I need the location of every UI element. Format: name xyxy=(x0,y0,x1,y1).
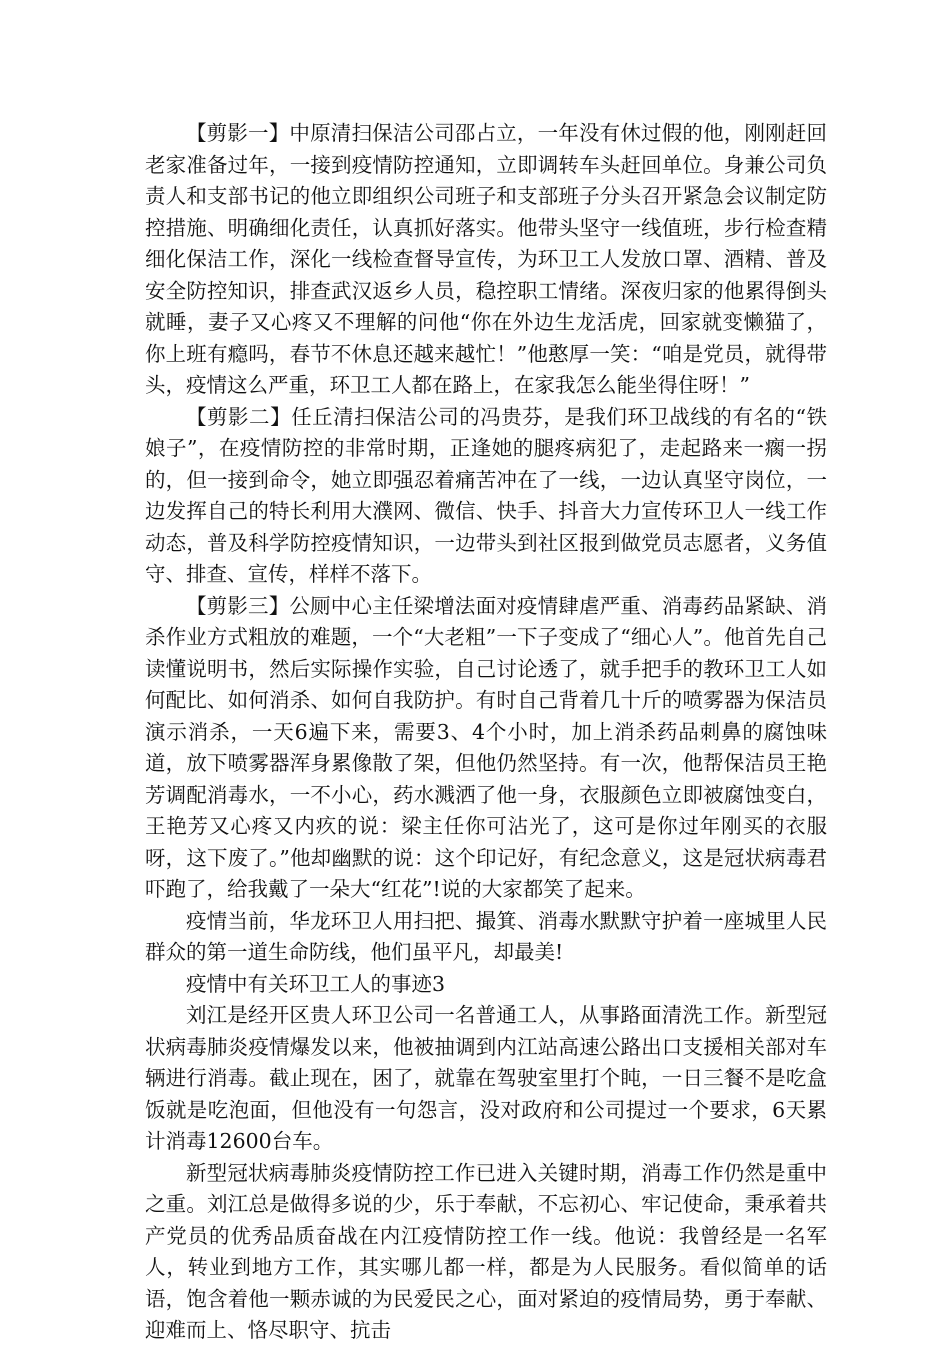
paragraph-silhouette-one: 【剪影一】中原清扫保洁公司邵占立，一年没有休过假的他，刚刚赶回老家准备过年，一接到疫情防控通知，立即调转车头赶回单位。身兼公司负责人和支部书记的他立即组织公司班子和支部班子分头召开紧急会议制定防控措施、明确细化责任，认真抓好落实。他带头坚守一线值班，步行检查精细化保洁工作，深化一线检查督导宣传，为环卫工人发放口罩、酒精、普及安全防控知识，排查武汉返乡人员，稳控职工情绪。深夜归家的他累得倒头就睡，妻子又心疼又不理解的问他“你在外边生龙活虎，回家就变懒猫了，你上班有瘾吗，春节不休息还越来越忙！”他憨厚一笑：“咱是党员，就得带头，疫情这么严重，环卫工人都在路上，在家我怎么能坐得住呀！” xyxy=(145,121,827,397)
paragraph-liujiang-one: 刘江是经开区贵人环卫公司一名普通工人，从事路面清洗工作。新型冠状病毒肺炎疫情爆发以来，他被抽调到内江站高速公路出口支援相关部对车辆进行消毒。截止现在，困了，就靠在驾驶室里打个盹，一日三餐不是吃盒饭就是吃泡面，但他没有一句怨言，没对政府和公司提过一个要求，6天累计消毒12600台车。 xyxy=(145,1003,827,1153)
document-body xyxy=(145,118,827,1347)
paragraph-liujiang-two: 新型冠状病毒肺炎疫情防控工作已进入关键时期，消毒工作仍然是重中之重。刘江总是做得多说的少，乐于奉献，不忘初心、牢记使命，秉承着共产党员的优秀品质奋战在内江疫情防控工作一线。他说：我曾经是一名军人，转业到地方工作，其实哪儿都一样，都是为人民服务。看似简单的话语，饱含着他一颗赤诚的为民爱民之心，面对紧迫的疫情局势，勇于奉献、迎难而上、恪尽职守、抗击 xyxy=(145,1160,827,1342)
paragraph-summary: 疫情当前，华龙环卫人用扫把、撮箕、消毒水默默守护着一座城里人民群众的第一道生命防线，他们虽平凡，却最美! xyxy=(145,908,827,964)
paragraph-silhouette-three: 【剪影三】公厕中心主任梁增法面对疫情肆虐严重、消毒药品紧缺、消杀作业方式粗放的难题，一个“大老粗”一下子变成了“细心人”。他首先自己读懂说明书，然后实际操作实验，自己讨论透了，就手把手的教环卫工人如何配比、如何消杀、如何自我防护。有时自己背着几十斤的喷雾器为保洁员演示消杀，一天6遍下来，需要3、4个小时，加上消杀药品刺鼻的腐蚀味道，放下喷雾器浑身累像散了架，但他仍然坚持。有一次，他帮保洁员王艳芳调配消毒水，一不小心，药水溅洒了他一身，衣服颜色立即被腐蚀变白，王艳芳又心疼又内疚的说：梁主任你可沾光了，这可是你过年刚买的衣服呀，这下废了。”他却幽默的说：这个印记好，有纪念意义，这是冠状病毒君吓跑了，给我戴了一朵大“红花”!说的大家都笑了起来。 xyxy=(145,593,827,901)
paragraph-silhouette-two: 【剪影二】任丘清扫保洁公司的冯贵芬，是我们环卫战线的有名的“铁娘子”，在疫情防控的非常时期，正逢她的腿疼病犯了，走起路来一瘸一拐的，但一接到命令，她立即强忍着痛苦冲在了一线，一边认真坚守岗位，一边发挥自己的特长利用大濮网、微信、快手、抖音大力宣传环卫人一线工作动态，普及科学防控疫情知识，一边带头到社区报到做党员志愿者，义务值守、排查、宣传，样样不落下。 xyxy=(145,404,827,586)
section-heading: 疫情中有关环卫工人的事迹3 xyxy=(186,971,446,996)
